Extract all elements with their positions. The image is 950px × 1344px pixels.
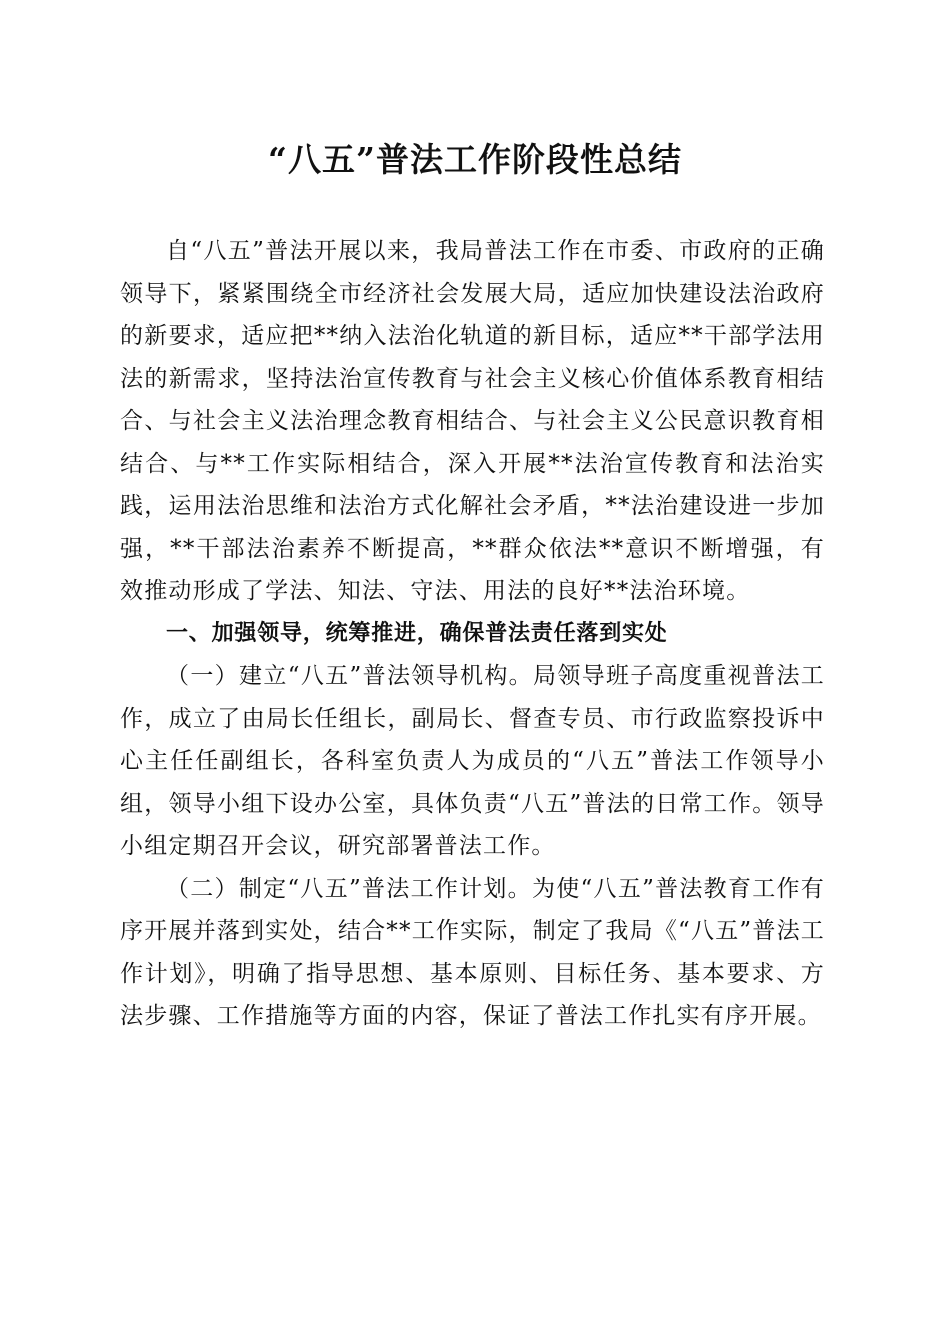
section-1-paragraph-1: （一）建立“八五”普法领导机构。局领导班子高度重视普法工作，成立了由局长任组长，副局长、督查专员、市行政监察投诉中心主任任副组长，各科室负责人为成员的“八五”普法工作领导小组，领导小组下设办公室，具体负责“八五”普法的日常工作。领导小组定期召开会议，研究部署普法工作。 — [120, 663, 825, 859]
section-1-heading: 一、加强领导，统筹推进，确保普法责任落到实处 — [166, 620, 668, 646]
section-1-paragraph-2: （二）制定“八五”普法工作计划。为使“八五”普法教育工作有序开展并落到实处，结合**工作实际，制定了我局《“八五”普法工作计划》，明确了指导思想、基本原则、目标任务、基本要求、方法步骤、工作措施等方面的内容，保证了普法工作扎实有序开展。 — [120, 875, 825, 1029]
document-body — [120, 230, 825, 1038]
document-title: “八五”普法工作阶段性总结 — [268, 140, 682, 179]
intro-paragraph: 自“八五”普法开展以来，我局普法工作在市委、市政府的正确领导下，紧紧围绕全市经济社会发展大局，适应加快建设法治政府的新要求，适应把**纳入法治化轨道的新目标，适应**干部学法用法的新需求，坚持法治宣传教育与社会主义核心价值体系教育相结合、与社会主义法治理念教育相结合、与社会主义公民意识教育相结合、与**工作实际相结合，深入开展**法治宣传教育和法治实践，运用法治思维和法治方式化解社会矛盾，**法治建设进一步加强，**干部法治素养不断提高，**群众依法**意识不断增强，有效推动形成了学法、知法、守法、用法的良好**法治环境。 — [120, 238, 825, 604]
